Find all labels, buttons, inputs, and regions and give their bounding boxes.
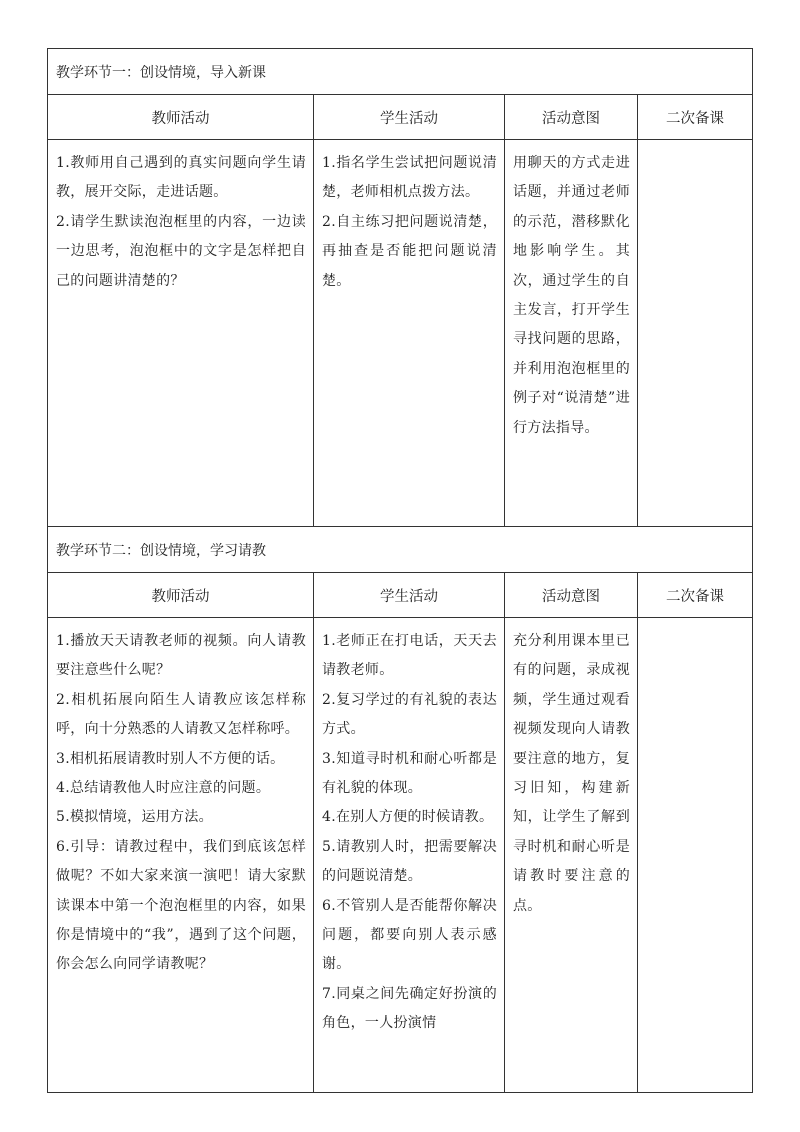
section1-teacher-item: 1.教师用自己遇到的真实问题向学生请教，展开交际，走进话题。 xyxy=(56,155,306,201)
section2-student-item: 6.不管别人是否能帮你解决问题，都要向别人表示感谢。 xyxy=(322,897,497,973)
header-activity-intent: 活动意图 xyxy=(505,573,638,618)
section2-student-item: 3.知道寻时机和耐心听都是有礼貌的体现。 xyxy=(322,750,497,797)
section2-teacher-cell xyxy=(48,618,314,1093)
section2-teacher-item: 6.引导：请教过程中，我们到底该怎样做呢？不如大家来演一演吧！请大家默读课本中第一个泡泡框里的内容，如果你是情境中的“我”，遇到了这个问题，你会怎么向同学请教呢？ xyxy=(56,838,306,973)
header-teacher-activity: 教师活动 xyxy=(48,573,314,618)
section1-teacher-cell xyxy=(48,140,314,527)
section2-second-prep-cell xyxy=(638,618,753,1093)
section2-student-item: 2.复习学过的有礼貌的表达方式。 xyxy=(322,691,497,738)
section1-teacher-item: 2.请学生默读泡泡框里的内容，一边读一边思考，泡泡框中的文字是怎样把自己的问题讲清楚的？ xyxy=(56,213,306,289)
section1-student-item: 2.自主练习把问题说清楚，再抽查是否能把问题说清楚。 xyxy=(322,213,497,289)
section2-teacher-item: 2.相机拓展向陌生人请教应该怎样称呼，向十分熟悉的人请教又怎样称呼。 xyxy=(56,691,306,738)
header-activity-intent: 活动意图 xyxy=(505,95,638,140)
section1-title: 教学环节一：创设情境，导入新课 xyxy=(48,49,753,95)
section2-teacher-item: 3.相机拓展请教时别人不方便的话。 xyxy=(56,750,285,767)
section1-intent-text: 用聊天的方式走进话题，并通过老师的示范，潜移默化地影响学生。其次，通过学生的自主发言，打开学生寻找问题的思路，并利用泡泡框里的例子对“说清楚”进行方法指导。 xyxy=(513,155,630,436)
header-second-prep: 二次备课 xyxy=(638,95,753,140)
section2-teacher-item: 5.模拟情境，运用方法。 xyxy=(56,809,213,826)
section2-teacher-item: 1.播放天天请教老师的视频。向人请教要注意些什么呢？ xyxy=(56,633,306,679)
section2-student-item: 7.同桌之间先确定好扮演的角色，一人扮演情 xyxy=(322,985,497,1032)
section1-student-cell xyxy=(314,140,505,527)
header-student-activity: 学生活动 xyxy=(314,95,505,140)
header-teacher-activity: 教师活动 xyxy=(48,95,314,140)
header-student-activity: 学生活动 xyxy=(314,573,505,618)
section2-student-item: 1.老师正在打电话，天天去请教老师。 xyxy=(322,633,497,679)
section2-student-item: 5.请教别人时，把需要解决的问题说清楚。 xyxy=(322,838,497,885)
section2-student-cell xyxy=(314,618,505,1093)
section2-title: 教学环节二：创设情境，学习请教 xyxy=(48,527,753,573)
section2-student-item: 4.在别人方便的时候请教。 xyxy=(322,809,494,826)
section1-student-item: 1.指名学生尝试把问题说清楚，老师相机点拨方法。 xyxy=(322,155,497,201)
section2-intent-cell xyxy=(505,618,638,1093)
section2-teacher-item: 4.总结请教他人时应注意的问题。 xyxy=(56,780,271,797)
header-second-prep: 二次备课 xyxy=(638,573,753,618)
section1-second-prep-cell xyxy=(638,140,753,527)
lesson-plan-table xyxy=(47,48,753,1093)
section1-intent-cell xyxy=(505,140,638,527)
section2-intent-text: 充分利用课本里已有的问题，录成视频，学生通过观看视频发现向人请教要注意的地方，复习旧知，构建新知，让学生了解到寻时机和耐心听是请教时要注意的点。 xyxy=(513,633,630,914)
